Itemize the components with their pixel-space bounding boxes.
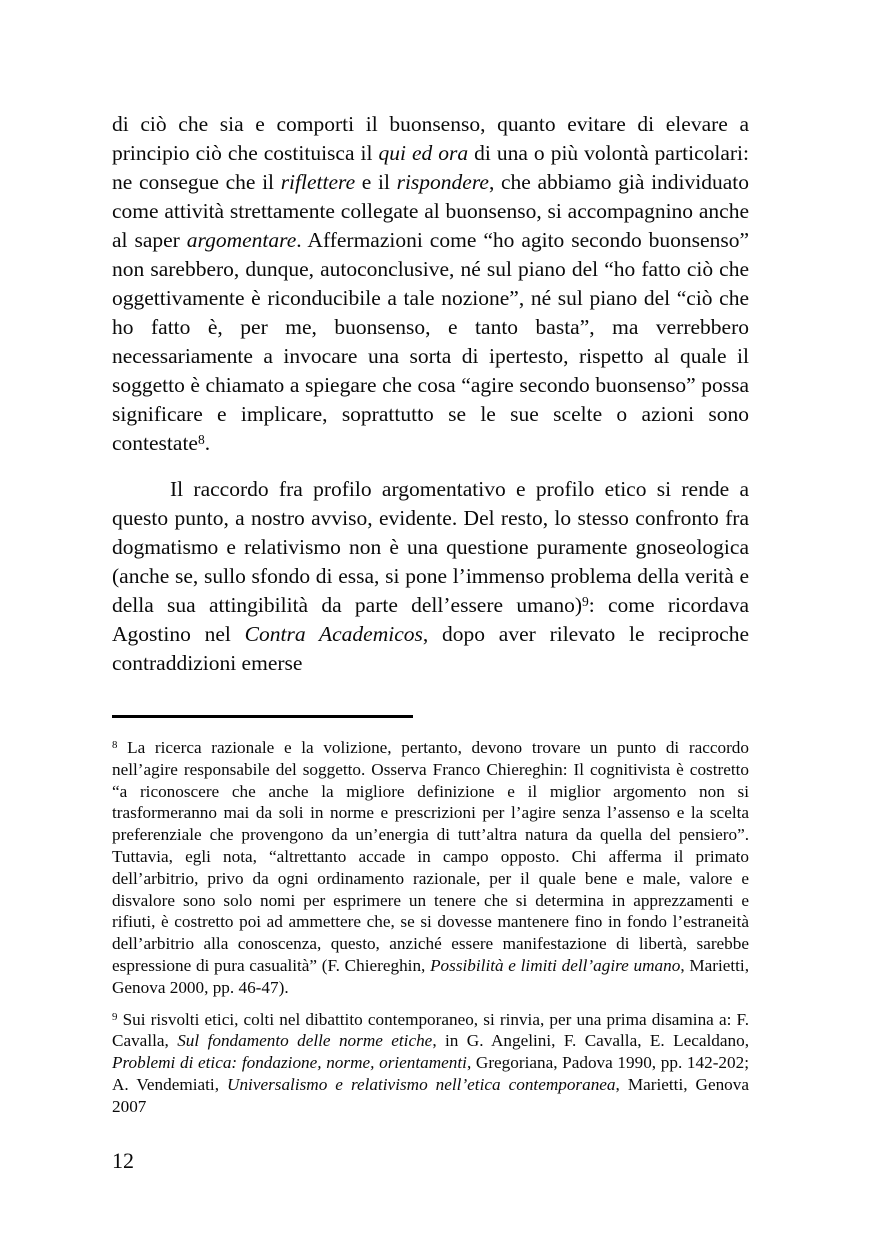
footnote-separator-rule (112, 715, 413, 718)
page-number: 12 (112, 1148, 134, 1173)
main-text-block (112, 110, 749, 678)
footnote-8: $^8$ La ricerca razionale e la volizione, pertanto, devono trovare un punto di raccordo nell’agire responsabile del soggetto. Osserva Franco Chiereghin: Il cognitivista è costretto “a riconoscere che anche la migliore definizione e il miglior argomento non si trasformeranno mai da soli in norme e prescrizioni per l’agire senza l’assenso e la scelta preferenziale che provengono da un’energia di tutt’altra natura da quella del pensiero”. Tuttavia, egli nota, “altrettanto accade in campo opposto. Chi afferma il primato dell’arbitrio, privo da ogni ordinamento razionale, per il quale bene e male, valore e disvalore sono solo nomi per esprimere un tenere che si determina in apprezzamenti e rifiuti, è costretto poi ad ammettere che, se si dovesse mantenere fino in fondo l’estraneità dell’arbitrio alla conoscenza, questo, anziché essere manifestazione di libertà, sarebbe espressione di pura casualità” (F. Chiereghin, Possibilità e limiti dell’agire umano, Marietti, Genova 2000, pp. 46-47). (112, 738, 749, 997)
footnote-9: $^9$ Sui risvolti etici, colti nel dibattito contemporaneo, si rinvia, per una prima disamina a: F. Cavalla, Sul fondamento delle norme etiche, in G. Angelini, F. Cavalla, E. Lecaldano, Problemi di etica: fondazione, norme, orientamenti, Gregoriana, Padova 1990, pp. 142-202; A. Vendemiati, Universalismo e relativismo nell’etica contemporanea, Marietti, Genova 2007 (112, 1009, 749, 1116)
body-paragraph-1: di ciò che sia e comporti il buonsenso, quanto evitare di elevare a principio ciò che costituisca il qui ed ora di una o più volontà particolari: ne consegue che il riflettere e il rispondere, che abbiamo già individuato come attività strettamente collegate al buonsenso, si accompagnino anche al saper argomentare. Affermazioni come “ho agito secondo buonsenso” non sarebbero, dunque, autoconclusive, né sul piano del “ho fatto ciò che oggettivamente è riconducibile a tale nozione”, né sul piano del “ciò che ho fatto è, per me, buonsenso, e tanto basta”, ma verrebbero necessariamente a invocare una sorta di ipertesto, rispetto al quale il soggetto è chiamato a spiegare che cosa “agire secondo buonsenso” possa significare e implicare, soprattutto se le sue scelte o azioni sono contestate$^8$. (112, 112, 750, 455)
footnotes-section (112, 737, 749, 1128)
body-paragraph-2: Il raccordo fra profilo argomentativo e profilo etico si rende a questo punto, a nostro avviso, evidente. Del resto, lo stesso confronto fra dogmatismo e relativismo non è una questione puramente gnoseologica (anche se, sullo sfondo di essa, si pone l’immenso problema della verità e della sua attingibilità da parte dell’essere umano)$^9$: come ricordava Agostino nel Contra Academicos, dopo aver rilevato le reciproche contraddizioni emerse (112, 477, 750, 675)
